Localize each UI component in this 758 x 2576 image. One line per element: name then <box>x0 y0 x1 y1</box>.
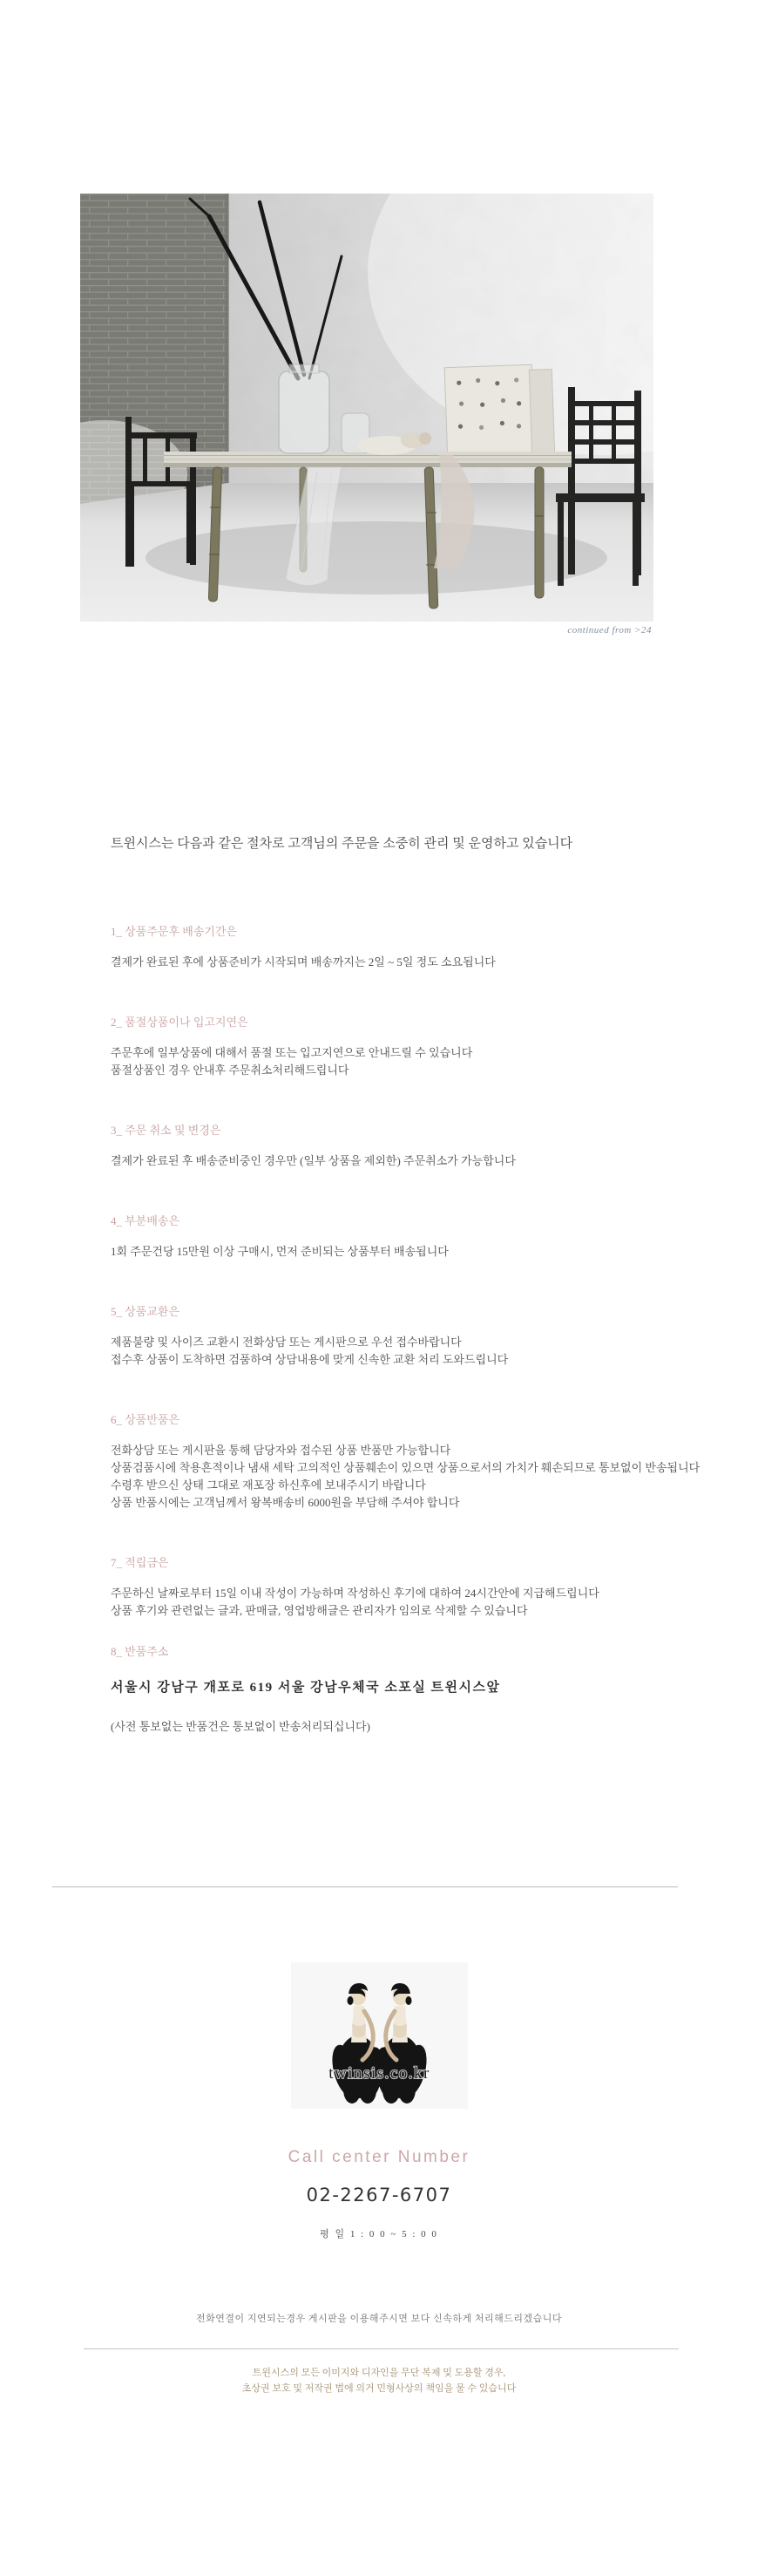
section-line: 제품불량 및 사이즈 교환시 전화상담 또는 게시판으로 우선 접수바랍니다 <box>111 1336 462 1349</box>
section-title: 1_ 상품주문후 배송기간은 <box>111 925 238 938</box>
section-line: 결제가 완료된 후 배송준비중인 경우만 (일부 상품을 제외한) 주문취소가 가능합니다 <box>111 1154 516 1167</box>
brand-logo <box>291 1962 468 2109</box>
section-return <box>111 1410 721 1512</box>
section-title: 5_ 상품교환은 <box>111 1305 180 1318</box>
section-line: 주문후에 일부상품에 대해서 품절 또는 입고지연으로 안내드릴 수 있습니다 <box>111 1046 473 1059</box>
footer-divider <box>52 1886 678 1887</box>
section-line: 1회 주문건당 15만원 이상 구매시, 먼저 준비되는 상품부터 배송됩니다 <box>111 1245 449 1258</box>
section-line: 상품검품시에 착용흔적이나 냄새 세탁 고의적인 상품훼손이 있으면 상품으로서의 가치가 훼손되므로 통보없이 반송됩니다 <box>111 1461 700 1474</box>
pegboard-panel <box>444 364 555 461</box>
photo-caption: continued from >24 <box>567 625 652 636</box>
section-line: 상품 반품시에는 고객님께서 왕복배송비 6000원을 부담해 주셔야 합니다 <box>111 1496 460 1509</box>
hero-photo-illustration <box>80 194 653 622</box>
section-line: 상품 후기와 관련없는 글과, 판매글, 영업방해글은 관리자가 임의로 삭제할 수 있습니다 <box>111 1604 528 1617</box>
phone-number: 02-2267-6707 <box>306 2185 452 2206</box>
business-hours: 평 일 1 : 0 0 ~ 5 : 0 0 <box>320 2229 438 2240</box>
section-cancel-change <box>111 1121 721 1170</box>
section-delivery-period <box>111 922 721 971</box>
section-line: 접수후 상품이 도착하면 검품하여 상담내용에 맞게 신속한 교환 처리 도와드립니다 <box>111 1353 509 1366</box>
board-notice: 전화연결이 지연되는경우 게시판을 이용해주시면 보다 신속하게 처리해드리겠습니다 <box>195 2314 563 2324</box>
section-line: 주문하신 날짜로부터 15일 이내 작성이 가능하며 작성하신 후기에 대하여 24시간안에 지급해드립니다 <box>111 1587 599 1600</box>
section-partial-shipping <box>111 1212 721 1261</box>
order-guide <box>111 922 721 1777</box>
section-line: 전화상담 또는 게시판을 통해 담당자와 접수된 상품 반품만 가능합니다 <box>111 1444 451 1457</box>
intro-text: 트윈시스는 다음과 같은 절차로 고객님의 주문을 소중히 관리 및 운영하고 있습니다 <box>111 837 573 851</box>
call-center-label: Call center Number <box>288 2148 470 2166</box>
section-reward-points <box>111 1553 721 1620</box>
logo-text: twinsis.co.kr <box>328 2064 430 2083</box>
section-exchange <box>111 1302 721 1369</box>
section-line: 결제가 완료된 후에 상품준비가 시작되며 배송까지는 2일 ~ 5일 정도 소요됩니다 <box>111 955 496 969</box>
return-address-note: (사전 통보없는 반품건은 통보없이 반송처리되십니다) <box>111 1720 370 1733</box>
twins-logo-illustration <box>291 1962 468 2109</box>
section-soldout-delay <box>111 1013 721 1079</box>
return-address: 서울시 강남구 개포로 619 서울 강남우체국 소포실 트윈시스앞 <box>111 1681 501 1695</box>
section-title: 2_ 품절상품이나 입고지연은 <box>111 1016 248 1029</box>
section-return-address <box>111 1642 721 1736</box>
hero-photo <box>80 194 653 622</box>
brick-wall <box>80 194 229 528</box>
copyright-line-1: 트윈시스의 모든 이미지와 디자인을 무단 복제 및 도용할 경우, <box>252 2368 506 2378</box>
section-title: 4_ 부분배송은 <box>111 1214 180 1227</box>
section-title: 6_ 상품반품은 <box>111 1413 180 1426</box>
section-line: 수령후 받으신 상태 그대로 재포장 하신후에 보내주시기 바랍니다 <box>111 1478 426 1492</box>
section-title: 3_ 주문 취소 및 변경은 <box>111 1124 221 1137</box>
section-title: 7_ 적립금은 <box>111 1556 169 1569</box>
section-title: 8_ 반품주소 <box>111 1645 169 1658</box>
copyright-text <box>0 2365 758 2396</box>
copyright-divider <box>84 2348 679 2349</box>
section-line: 품절상품인 경우 안내후 주문취소처리해드립니다 <box>111 1064 349 1077</box>
copyright-line-2: 초상권 보호 및 저작권 법에 의거 민형사상의 책임을 물 수 있습니다 <box>241 2383 517 2394</box>
